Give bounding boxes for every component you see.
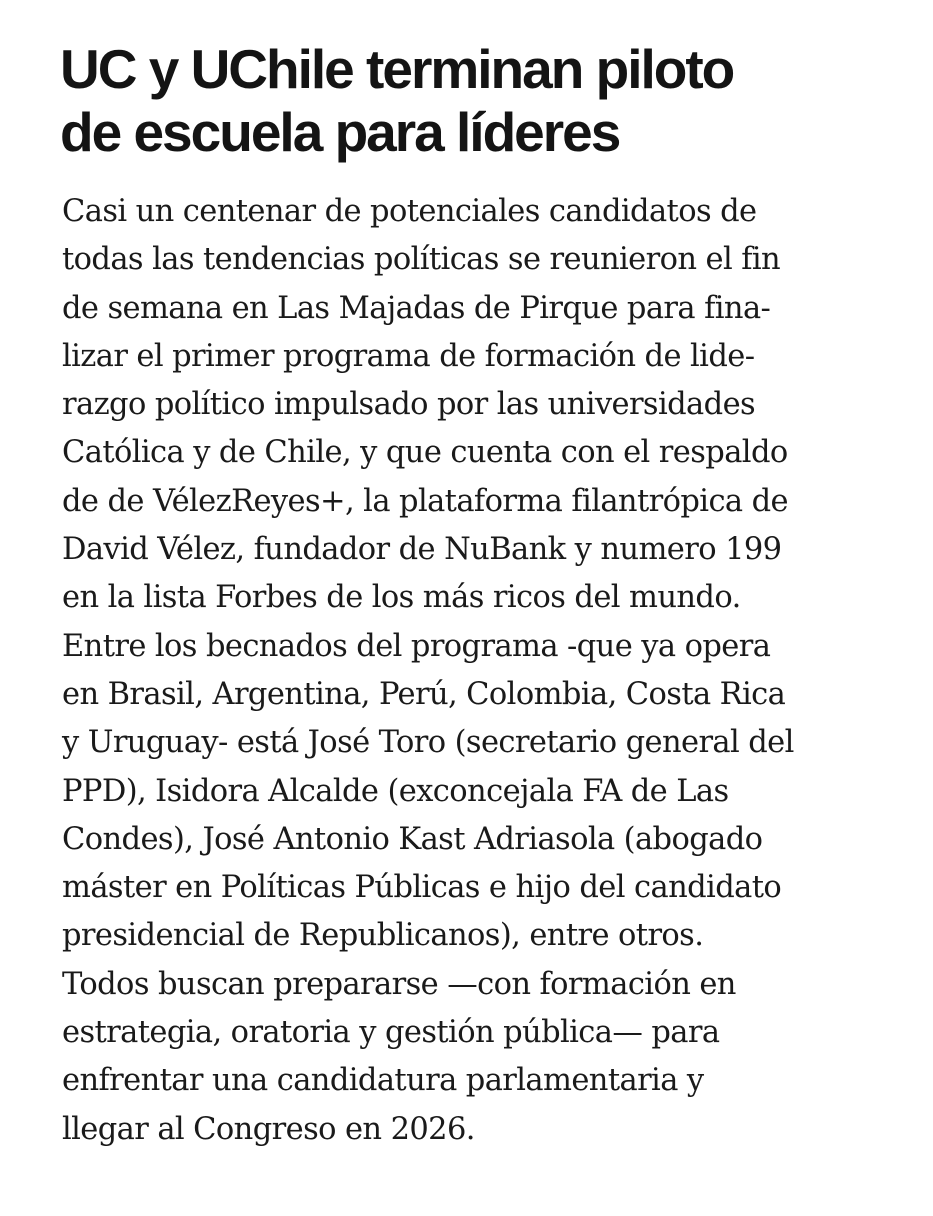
body-line: enfrentar una candidatura parlamentaria y xyxy=(62,1063,704,1099)
body-line: en Brasil, Argentina, Perú, Colombia, Costa Rica xyxy=(62,676,786,712)
body-line: Casi un centenar de potenciales candidatos de xyxy=(62,194,757,229)
headline xyxy=(60,38,900,164)
body-line: todas las tendencias políticas se reunieron el fin xyxy=(62,242,781,278)
body-line: presidencial de Republicanos), entre otros. xyxy=(62,918,704,954)
body-line: de de VélezReyes+, la plataforma filantrópica de xyxy=(62,483,788,519)
body-line: Todos buscan prepararse —con formación en xyxy=(62,966,736,1002)
body-line: David Vélez, fundador de NuBank y numero 199 xyxy=(62,532,782,568)
body-line: Entre los becnados del programa -que ya opera xyxy=(62,628,771,664)
body-line: de semana en Las Majadas de Pirque para fina- xyxy=(62,290,771,326)
body-line: Condes), José Antonio Kast Adriasola (abogado xyxy=(62,821,763,857)
body-line: lizar el primer programa de formación de lide- xyxy=(62,338,755,374)
news-article xyxy=(60,38,900,1154)
body-line: PPD), Isidora Alcalde (exconcejala FA de Las xyxy=(62,773,729,809)
body-line: Católica y de Chile, y que cuenta con el respaldo xyxy=(62,435,788,471)
headline-line: UC y UChile terminan piloto xyxy=(60,38,734,100)
body-line: y Uruguay- está José Toro (secretario general del xyxy=(62,725,794,761)
headline-line: de escuela para líderes xyxy=(60,101,620,163)
body-line: razgo político impulsado por las universidades xyxy=(62,387,756,423)
body-line: máster en Políticas Públicas e hijo del candidato xyxy=(62,870,782,906)
body-line: estrategia, oratoria y gestión pública— para xyxy=(62,1015,720,1051)
body-line: en la lista Forbes de los más ricos del mundo. xyxy=(62,580,741,616)
body-line: llegar al Congreso en 2026. xyxy=(62,1111,475,1147)
article-body xyxy=(62,188,900,1154)
